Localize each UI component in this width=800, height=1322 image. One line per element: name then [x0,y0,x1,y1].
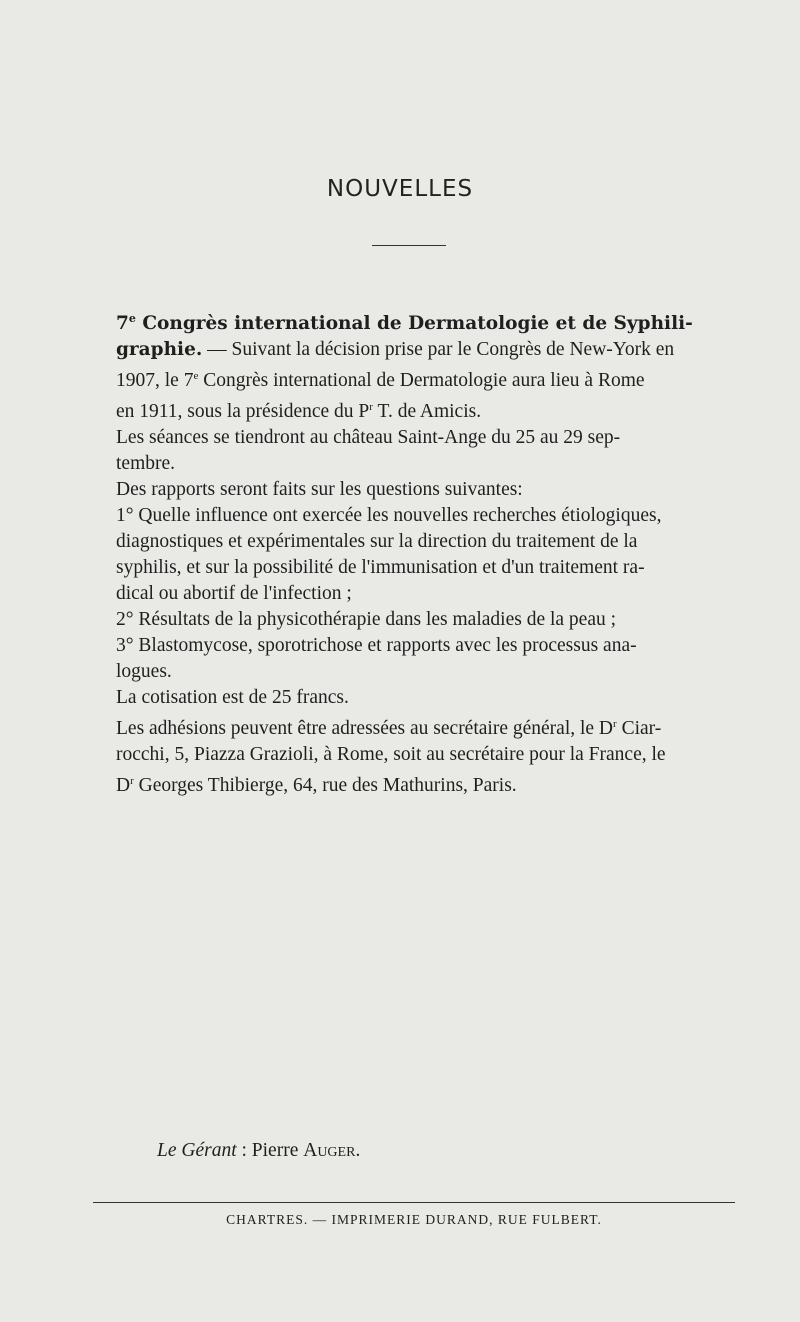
footer-divider [93,1202,735,1203]
article-line-4: en 1911, sous la présidence du $P^r$ T. de Amicis. [116,401,482,422]
printer-imprint: CHARTRES. — IMPRIMERIE DURAND, RUE FULBERT. [226,1212,602,1227]
article-p2-line-1: Les séances se tiendront au château Saint-Ange du 25 au 29 sep- [116,427,621,448]
question-1-line-4: dical ou abortif de l'infection ; [116,583,352,604]
article-title-text-2: graphie. [116,339,203,360]
question-3-line-1: 3° Blastomycose, sporotrichose et rapports avec les processus ana- [116,635,637,656]
article-p3: Des rapports seront faits sur les questions suivantes: [116,479,523,500]
article-title-line-1 [116,306,735,337]
question-1-line-1: 1° Quelle influence ont exercée les nouvelles recherches étiologiques, [116,505,662,526]
article-p4: La cotisation est de 25 francs. [116,687,349,708]
article-p5-line-3: $D^r$ Georges Thibierge, 64, rue des Mathurins, Paris. [116,775,517,796]
article-p1-text-1: — Suivant la décision prise par le Congrès de New-York en [202,339,675,360]
article-line-2 [116,337,735,363]
article-line-3: 1907, le 7e Congrès international de Dermatologie aura lieu à Rome [116,370,645,391]
heading-divider [372,245,446,246]
article-p5-line-2: rocchi, 5, Piazza Grazioli, à Rome, soit au secrétaire pour la France, le [116,744,666,765]
article-congres [116,306,735,799]
question-2: 2° Résultats de la physicothérapie dans les maladies de la peau ; [116,609,617,630]
article-title-number: 7e [116,312,136,334]
question-3-line-2: logues. [116,661,172,682]
question-1-line-3: syphilis, et sur la possibilité de l'immunisation et d'un traitement ra- [116,557,645,578]
section-heading: NOUVELLES [326,176,474,202]
article-p2-line-2: tembre. [116,453,176,474]
article-title-text-1: Congrès international de Dermatologie et de Syphili- [142,313,693,334]
gerant-signature: Le Gérant : Pierre Auger. [157,1140,361,1161]
gerant-name-last: Auger [303,1140,356,1161]
gerant-label: Le Gérant [157,1140,237,1161]
question-1-line-2: diagnostiques et expérimentales sur la direction du traitement de la [116,531,638,552]
article-p5-line-1: Les adhésions peuvent être adressées au secrétaire général, le $D^r$ Ciar- [116,718,662,739]
gerant-name-first: Pierre [251,1140,304,1161]
